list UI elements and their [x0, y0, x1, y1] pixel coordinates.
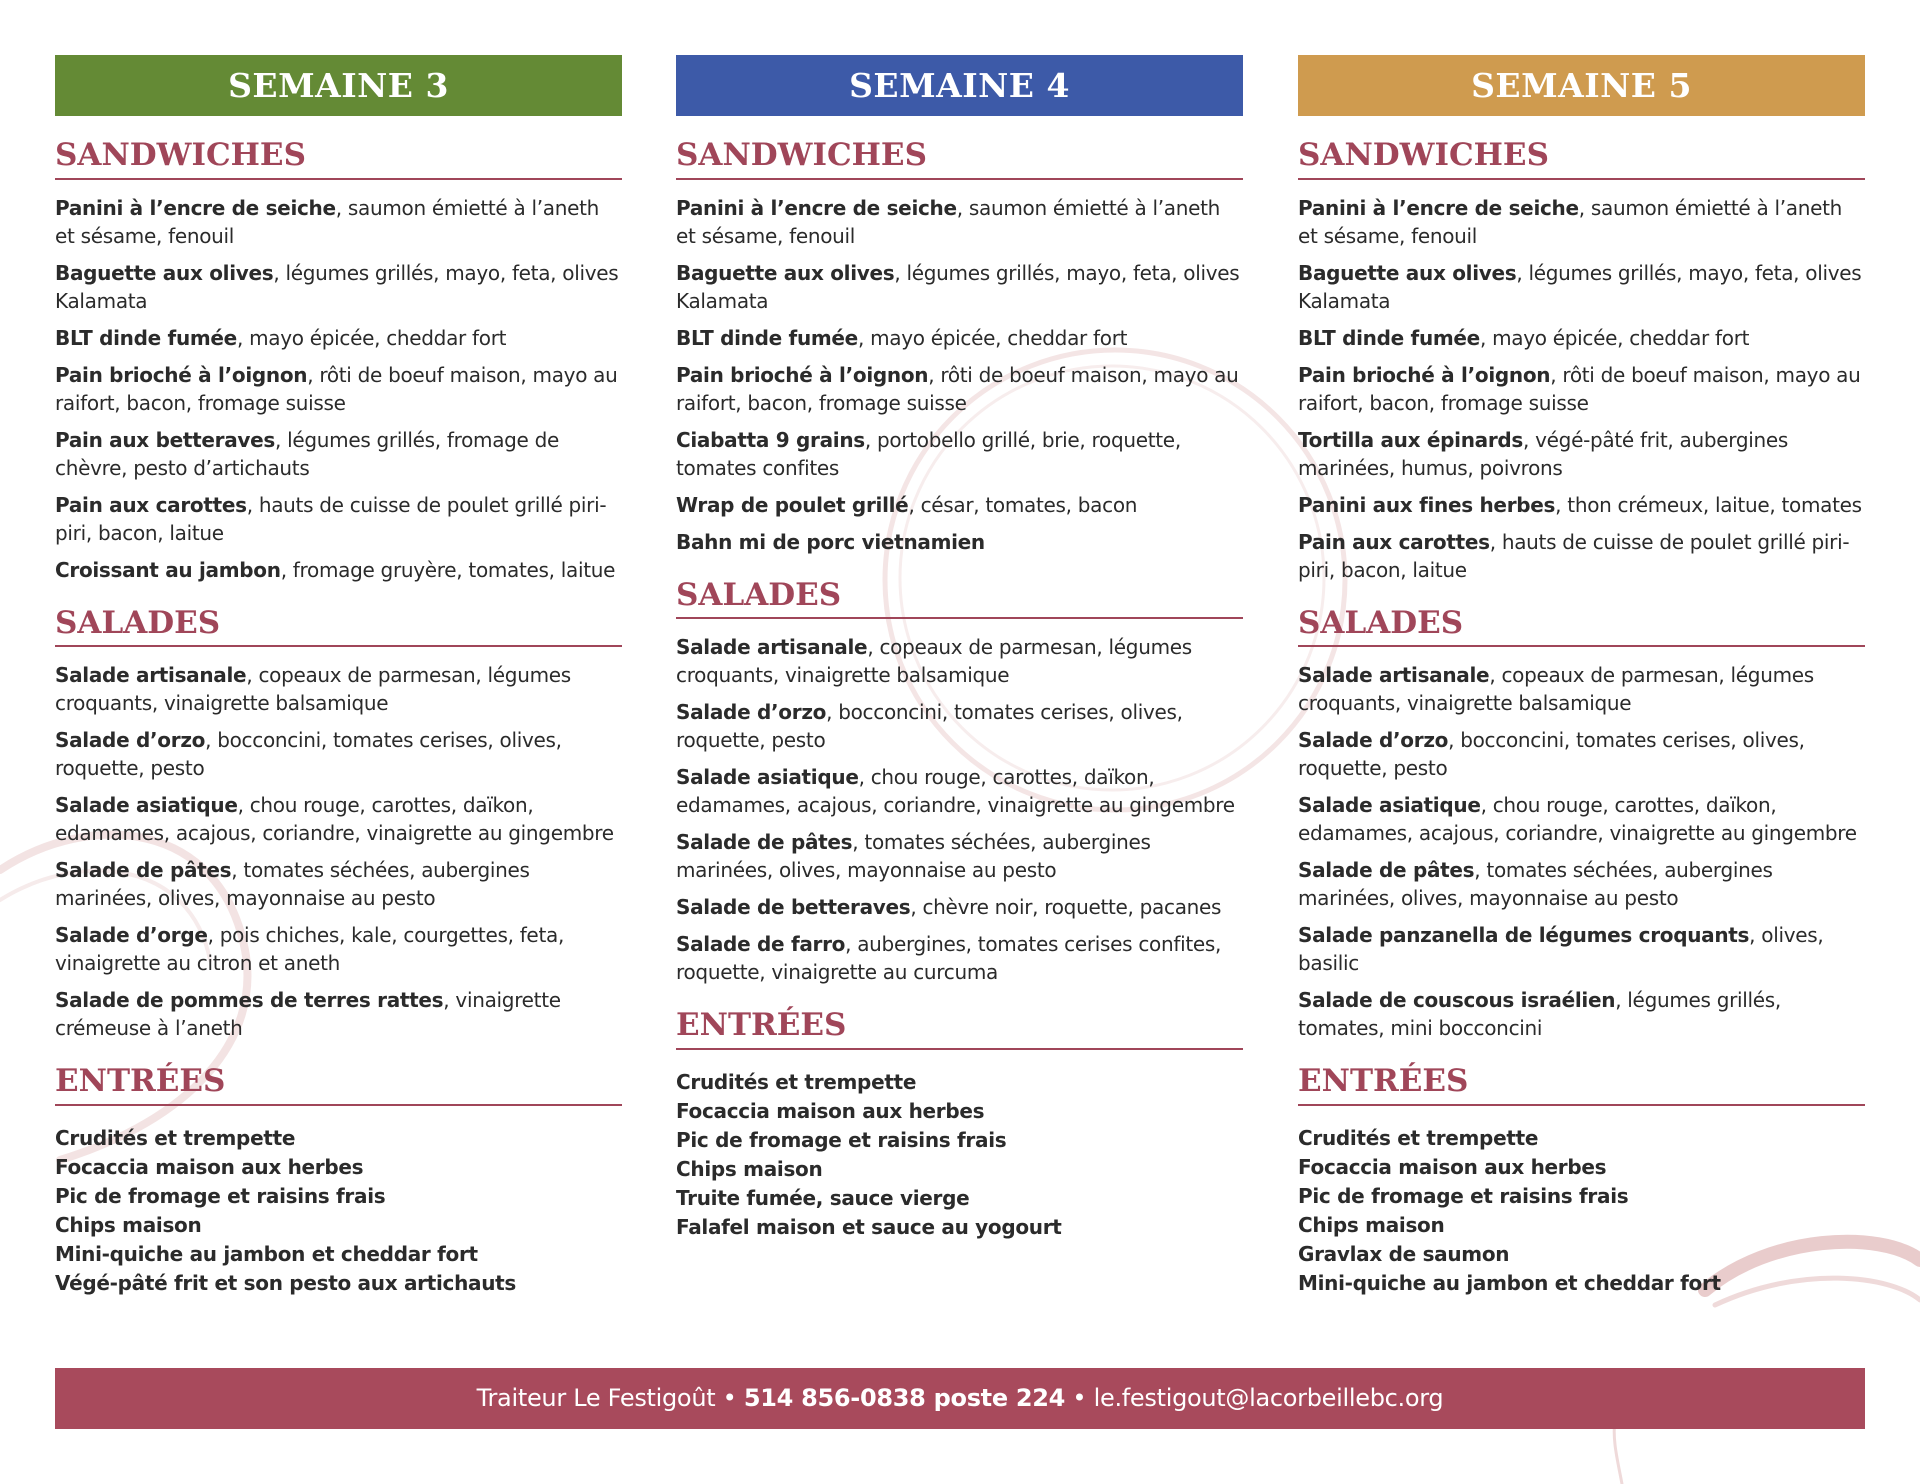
menu-item [1298, 528, 1865, 584]
menu-item-name: Croissant au jambon [55, 557, 281, 582]
menu-item [55, 426, 622, 482]
menu-item-description: , rôti de boeuf maison, mayo au raifort, bacon, fromage suisse [55, 362, 618, 415]
week-banner: SEMAINE 4 [676, 55, 1243, 116]
menu-item-description: , mayo épicée, cheddar fort [236, 325, 507, 350]
menu-item-description: , mayo épicée, cheddar fort [1479, 325, 1750, 350]
menu-item-name: BLT dinde fumée [676, 325, 858, 350]
menu-item-description: , thon crémeux, laitue, tomates [1555, 492, 1862, 517]
menu-item-description: , saumon émietté à l’aneth et sésame, fenouil [55, 195, 600, 248]
entree-list [1298, 1120, 1865, 1298]
menu-item [1298, 194, 1865, 250]
menu-item-name: Salade asiatique [676, 765, 859, 790]
menu-item-description: , chèvre noir, roquette, pacanes [910, 895, 1222, 920]
menu-item-description: , tomates séchées, aubergines marinées, olives, mayonnaise au pesto [676, 830, 1151, 883]
menu-item-description: , légumes grillés, mayo, feta, olives Kalamata [676, 260, 1240, 313]
menu-item [55, 361, 622, 417]
entree-item: Végé-pâté frit et son pesto aux artichauts [55, 1270, 517, 1295]
menu-item [55, 556, 622, 584]
separator: • [1065, 1384, 1094, 1412]
menu-item-name: Salade d’orge [55, 923, 208, 948]
menu-item-description: , portobello grillé, brie, roquette, tomates confites [676, 427, 1181, 480]
menu-item [1298, 491, 1865, 519]
menu-item-name: Salade de betteraves [676, 895, 911, 920]
menu-item-name: Pain brioché à l’oignon [1298, 362, 1551, 387]
menu-item-description: , tomates séchées, aubergines marinées, olives, mayonnaise au pesto [55, 858, 530, 911]
menu-item-name: Salade artisanale [676, 635, 868, 660]
week-banner: SEMAINE 5 [1298, 55, 1865, 116]
footer-contact-bar [55, 1368, 1865, 1429]
menu-item-description: , pois chiches, kale, courgettes, feta, vinaigrette au citron et aneth [55, 923, 564, 976]
section-title-salades: SALADES [1298, 606, 1865, 648]
menu-item-name: BLT dinde fumée [55, 325, 237, 350]
menu-item-description: , bocconcini, tomates cerises, olives, roquette, pesto [676, 700, 1183, 753]
menu-section [676, 578, 1243, 987]
week-column-4 [676, 55, 1243, 1242]
section-title-entrees: ENTRÉES [55, 1064, 622, 1106]
menu-item [676, 698, 1243, 754]
menu-item [1298, 726, 1865, 782]
menu-section [55, 606, 622, 1043]
menu-section [1298, 606, 1865, 1043]
menu-section [676, 1008, 1243, 1242]
week-column-5 [1298, 55, 1865, 1298]
menu-item [676, 930, 1243, 986]
menu-item [676, 194, 1243, 250]
menu-item-description: , hauts de cuisse de poulet grillé piri-piri, bacon, laitue [55, 492, 607, 545]
menu-item [676, 763, 1243, 819]
menu-item-name: Pain aux carottes [55, 492, 247, 517]
menu-item-name: Tortilla aux épinards [1298, 427, 1524, 452]
menu-section [1298, 138, 1865, 584]
phone-number[interactable]: 514 856-0838 poste 224 [743, 1384, 1066, 1412]
menu-item [676, 828, 1243, 884]
menu-item-name: Salade d’orzo [1298, 728, 1449, 753]
menu-item [55, 491, 622, 547]
entree-item: Mini-quiche au jambon et cheddar fort [1298, 1270, 1721, 1295]
menu-item-description: , mayo épicée, cheddar fort [857, 325, 1128, 350]
menu-item [1298, 661, 1865, 717]
menu-item-name: Ciabatta 9 grains [676, 427, 865, 452]
menu-item-name: Panini à l’encre de seiche [55, 195, 336, 220]
menu-section [55, 138, 622, 584]
section-title-sandwiches: SANDWICHES [1298, 138, 1865, 180]
menu-item-name: Baguette aux olives [676, 260, 895, 285]
menu-item-name: BLT dinde fumée [1298, 325, 1480, 350]
menu-item [676, 528, 1243, 556]
menu-item [1298, 791, 1865, 847]
menu-item-description: , légumes grillés, tomates, mini bocconcini [1298, 988, 1781, 1041]
menu-item-description: , copeaux de parmesan, légumes croquants, vinaigrette balsamique [676, 635, 1192, 688]
section-title-salades: SALADES [55, 606, 622, 648]
menu-item-name: Pain brioché à l’oignon [55, 362, 308, 387]
menu-item [676, 633, 1243, 689]
menu-item-description: , césar, tomates, bacon [908, 492, 1138, 517]
menu-item-name: Panini à l’encre de seiche [1298, 195, 1579, 220]
entree-item: Crudités et trempette [1298, 1125, 1539, 1150]
menu-item-description: , rôti de boeuf maison, mayo au raifort, bacon, fromage suisse [676, 362, 1239, 415]
menu-item-name: Salade artisanale [1298, 663, 1490, 688]
menu-item [55, 194, 622, 250]
menu-item-name: Wrap de poulet grillé [676, 492, 909, 517]
menu-item [55, 324, 622, 352]
entree-item: Pic de fromage et raisins frais [55, 1183, 386, 1208]
entree-item: Gravlax de saumon [1298, 1241, 1510, 1266]
menu-item-name: Salade de farro [676, 932, 846, 957]
week-banner: SEMAINE 3 [55, 55, 622, 116]
menu-item-description: , copeaux de parmesan, légumes croquants, vinaigrette balsamique [55, 663, 571, 716]
menu-item [1298, 259, 1865, 315]
entree-item: Chips maison [55, 1212, 202, 1237]
menu-item [55, 856, 622, 912]
menu-item-description: , vinaigrette crémeuse à l’aneth [55, 988, 561, 1041]
section-title-sandwiches: SANDWICHES [55, 138, 622, 180]
entree-item: Truite fumée, sauce vierge [676, 1185, 970, 1210]
entree-item: Focaccia maison aux herbes [1298, 1154, 1607, 1179]
menu-item-name: Salade asiatique [1298, 793, 1481, 818]
menu-item-name: Salade d’orzo [55, 728, 206, 753]
menu-item [55, 661, 622, 717]
menu-item [55, 921, 622, 977]
entree-item: Falafel maison et sauce au yogourt [676, 1214, 1062, 1239]
menu-item-description: , chou rouge, carottes, daïkon, edamames, acajous, coriandre, vinaigrette au gingembre [676, 765, 1235, 818]
entree-item: Chips maison [676, 1156, 823, 1181]
entree-item: Crudités et trempette [676, 1069, 917, 1094]
menu-item [55, 726, 622, 782]
menu-item-name: Salade artisanale [55, 663, 247, 688]
menu-section [1298, 1064, 1865, 1298]
entree-item: Crudités et trempette [55, 1125, 296, 1150]
menu-item-name: Salade de pâtes [676, 830, 853, 855]
menu-item [676, 324, 1243, 352]
menu-item-description: , végé-pâté frit, aubergines marinées, humus, poivrons [1298, 427, 1788, 480]
menu-item [1298, 986, 1865, 1042]
menu-item [676, 426, 1243, 482]
menu-item-name: Baguette aux olives [55, 260, 274, 285]
menu-item-name: Pain aux betteraves [55, 427, 276, 452]
menu-item-name: Salade d’orzo [676, 700, 827, 725]
entree-item: Pic de fromage et raisins frais [676, 1127, 1007, 1152]
entree-list [55, 1120, 622, 1298]
menu-item-name: Panini aux fines herbes [1298, 492, 1556, 517]
menu-item [676, 893, 1243, 921]
menu-item [676, 491, 1243, 519]
entree-list [676, 1064, 1243, 1242]
section-title-sandwiches: SANDWICHES [676, 138, 1243, 180]
menu-section [55, 1064, 622, 1298]
separator: • [715, 1384, 744, 1412]
menu-item-description: , bocconcini, tomates cerises, olives, roquette, pesto [1298, 728, 1805, 781]
menu-item-name: Pain brioché à l’oignon [676, 362, 929, 387]
menu-item-name: Baguette aux olives [1298, 260, 1517, 285]
entree-item: Chips maison [1298, 1212, 1445, 1237]
menu-item-description: , légumes grillés, mayo, feta, olives Kalamata [1298, 260, 1862, 313]
menu-item [1298, 426, 1865, 482]
menu-item-description: , fromage gruyère, tomates, laitue [280, 557, 616, 582]
menu-item-name: Pain aux carottes [1298, 529, 1490, 554]
menu-item-description: , rôti de boeuf maison, mayo au raifort, bacon, fromage suisse [1298, 362, 1861, 415]
menu-item-name: Panini à l’encre de seiche [676, 195, 957, 220]
menu-item-description: , hauts de cuisse de poulet grillé piri-piri, bacon, laitue [1298, 529, 1850, 582]
menu-item-description: , légumes grillés, fromage de chèvre, pesto d’artichauts [55, 427, 560, 480]
menu-item-name: Salade asiatique [55, 793, 238, 818]
menu-item-description: , bocconcini, tomates cerises, olives, roquette, pesto [55, 728, 562, 781]
menu-item [55, 259, 622, 315]
menu-item-description: , copeaux de parmesan, légumes croquants, vinaigrette balsamique [1298, 663, 1814, 716]
section-title-entrees: ENTRÉES [1298, 1064, 1865, 1106]
menu-item-description: , saumon émietté à l’aneth et sésame, fenouil [676, 195, 1221, 248]
menu-item-name: Salade panzanella de légumes croquants [1298, 923, 1750, 948]
menu-item-name: Salade de pâtes [55, 858, 232, 883]
menu-item-description: , tomates séchées, aubergines marinées, olives, mayonnaise au pesto [1298, 858, 1773, 911]
menu-item-description: , légumes grillés, mayo, feta, olives Kalamata [55, 260, 619, 313]
menu-item-description: , saumon émietté à l’aneth et sésame, fenouil [1298, 195, 1843, 248]
menu-item [676, 259, 1243, 315]
menu-item [1298, 324, 1865, 352]
menu-item [55, 791, 622, 847]
entree-item: Focaccia maison aux herbes [55, 1154, 364, 1179]
email-link[interactable]: le.festigout@lacorbeillebc.org [1093, 1384, 1444, 1412]
entree-item: Pic de fromage et raisins frais [1298, 1183, 1629, 1208]
company-name: Traiteur Le Festigoût [476, 1384, 716, 1412]
menu-item-description: , chou rouge, carottes, daïkon, edamames, acajous, coriandre, vinaigrette au gingembre [55, 793, 614, 846]
menu-item-name: Salade de couscous israélien [1298, 988, 1616, 1013]
section-title-entrees: ENTRÉES [676, 1008, 1243, 1050]
menu-item-name: Salade de pâtes [1298, 858, 1475, 883]
menu-item [676, 361, 1243, 417]
entree-item: Focaccia maison aux herbes [676, 1098, 985, 1123]
menu-item-name: Bahn mi de porc vietnamien [676, 529, 985, 554]
menu-section [676, 138, 1243, 556]
menu-item [1298, 856, 1865, 912]
menu-item [1298, 361, 1865, 417]
menu-item-description: , olives, basilic [1298, 923, 1824, 976]
week-column-3 [55, 55, 622, 1298]
menu-item-description: , chou rouge, carottes, daïkon, edamames, acajous, coriandre, vinaigrette au gingembre [1298, 793, 1857, 846]
menu-item [55, 986, 622, 1042]
menu-item [1298, 921, 1865, 977]
section-title-salades: SALADES [676, 578, 1243, 620]
entree-item: Mini-quiche au jambon et cheddar fort [55, 1241, 478, 1266]
menu-item-description: , aubergines, tomates cerises confites, roquette, vinaigrette au curcuma [676, 932, 1222, 985]
stain-drip-right [1614, 1420, 1622, 1484]
menu-item-name: Salade de pommes de terres rattes [55, 988, 444, 1013]
